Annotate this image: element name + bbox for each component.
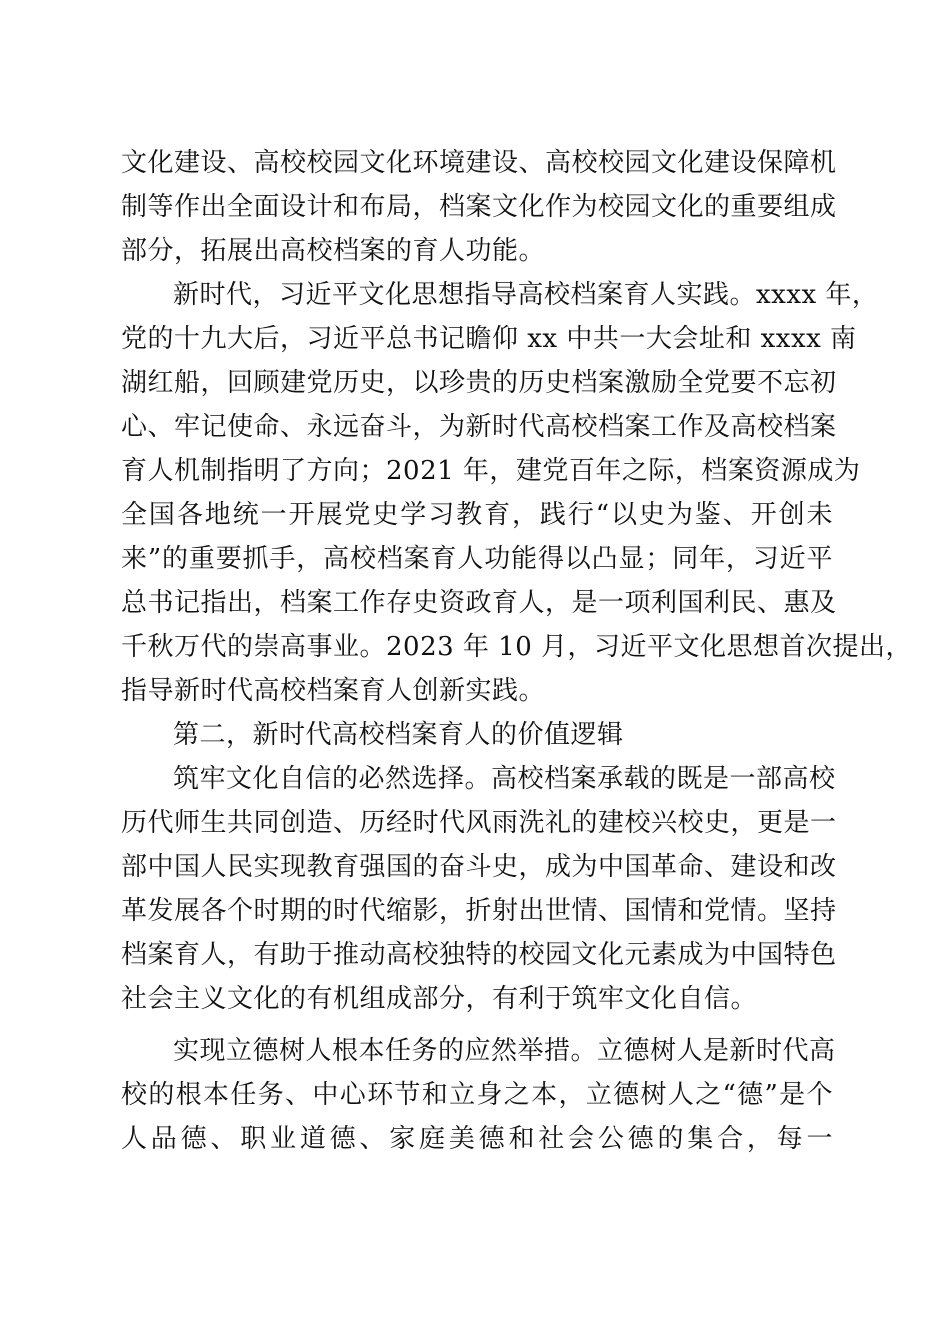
paragraph-first-line: 筑牢文化自信的必然选择。高校档案承载的既是一部高校 [173, 764, 836, 794]
text-line: 文化建设、高校校园文化环境建设、高校校园文化建设保障机 [121, 148, 837, 178]
paragraph-first-line: 实现立德树人根本任务的应然举措。立德树人是新时代高 [173, 1036, 836, 1066]
text-line: 总书记指出，档案工作存史资政育人，是一项利国利民、惠及 [121, 588, 837, 618]
text-line: 湖红船，回顾建党历史，以珍贵的历史档案激励全党要不忘初 [121, 368, 837, 398]
text-line: 育人机制指明了方向；2021 年，建党百年之际，档案资源成为 [121, 456, 861, 486]
text-line: 档案育人，有助于推动高校独特的校园文化元素成为中国特色 [121, 940, 837, 970]
text-line: 人品德、职业道德、家庭美德和社会公德的集合，每一 [121, 1124, 833, 1154]
paragraph-first-line: 新时代，习近平文化思想指导高校档案育人实践。xxxx 年， [173, 280, 879, 310]
text-line: 千秋万代的崇高事业。2023 年 10 月，习近平文化思想首次提出， [121, 632, 913, 662]
text-line: 党的十九大后，习近平总书记瞻仰 xx 中共一大会址和 xxxx 南 [121, 324, 857, 354]
text-line: 指导新时代高校档案育人创新实践。 [121, 676, 546, 706]
text-line: 心、牢记使命、永远奋斗，为新时代高校档案工作及高校档案 [121, 412, 837, 442]
text-line: 校的根本任务、中心环节和立身之本，立德树人之“德”是个 [121, 1080, 833, 1110]
document-body [121, 141, 913, 1161]
text-line: 部中国人民实现教育强国的奋斗史，成为中国革命、建设和改 [121, 852, 837, 882]
text-line: 全国各地统一开展党史学习教育，践行“以史为鉴、开创未 [121, 500, 833, 530]
text-line: 来”的重要抓手，高校档案育人功能得以凸显；同年，习近平 [121, 544, 833, 574]
paragraph-spacing [121, 1021, 833, 1029]
text-line: 部分，拓展出高校档案的育人功能。 [121, 236, 546, 266]
text-line: 历代师生共同创造、历经时代风雨洗礼的建校兴校史，更是一 [121, 808, 837, 838]
text-line: 社会主义文化的有机组成部分，有利于筑牢文化自信。 [121, 984, 758, 1014]
text-line: 革发展各个时期的时代缩影，折射出世情、国情和党情。坚持 [121, 896, 837, 926]
text-line: 制等作出全面设计和布局，档案文化作为校园文化的重要组成 [121, 192, 837, 222]
section-heading: 第二，新时代高校档案育人的价值逻辑 [173, 720, 624, 750]
